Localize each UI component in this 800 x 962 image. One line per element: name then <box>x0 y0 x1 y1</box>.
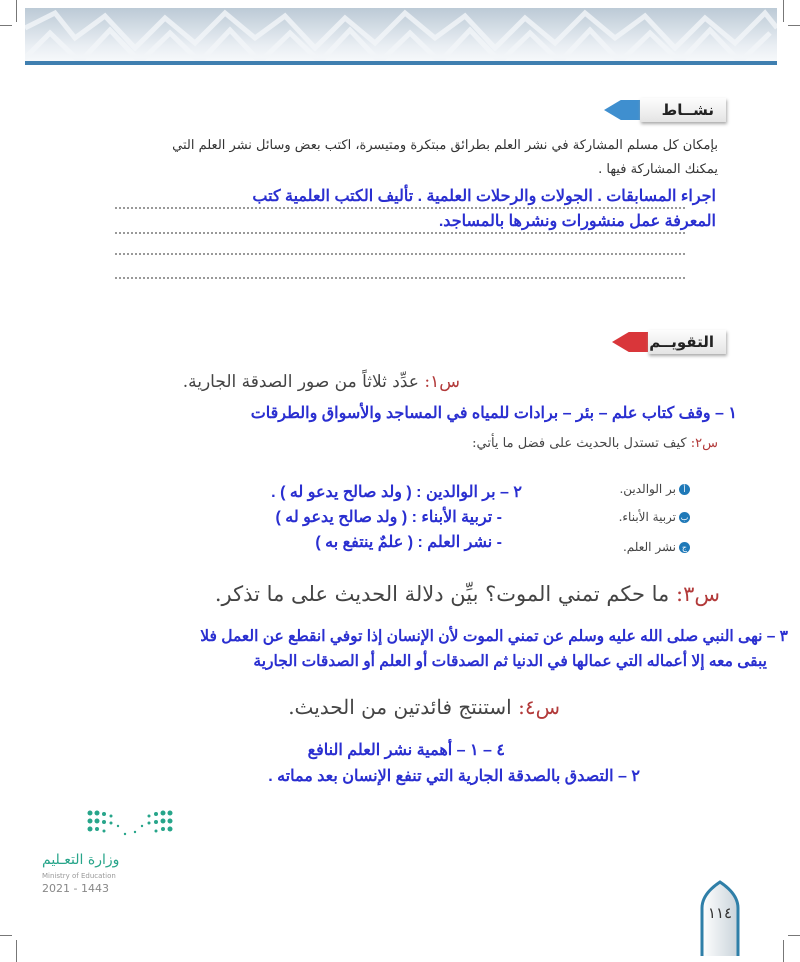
header-rule <box>25 61 777 65</box>
question-text: عدِّد ثلاثاً من صور الصدقة الجارية. <box>182 372 419 392</box>
bullet-icon: ج <box>679 542 690 553</box>
answer-dotted-line <box>115 232 685 234</box>
crop-mark <box>788 935 800 936</box>
crop-mark <box>788 25 800 26</box>
crop-mark <box>16 940 17 962</box>
answer-1: ١ – وقف كتاب علم – بئر – برادات للمياه في المساجد والأسواق والطرقات <box>250 405 737 422</box>
crop-mark <box>783 0 784 22</box>
item-label: نشر العلم. <box>622 540 676 554</box>
q2-item <box>619 482 690 496</box>
crop-mark <box>0 935 12 936</box>
q2-answer: - تربية الأبناء : ( ولد صالح يدعو له ) <box>275 509 502 526</box>
activity-prompt: يمكنك المشاركة فيها . <box>598 162 718 177</box>
activity-answer: المعرفة عمل منشورات ونشرها بالمساجد. <box>435 211 716 231</box>
q2-item <box>619 510 690 524</box>
activity-prompt: بإمكان كل مسلم المشاركة في نشر العلم بطرائق مبتكرة ومتيسرة، اكتب بعض وسائل نشر العلم التي <box>172 138 718 153</box>
activity-answer: اجراء المسابقات . الجولات والرحلات العلمية . تأليف الكتب العلمية كتب <box>248 186 716 206</box>
edition-year: 2021 - 1443 <box>42 882 109 895</box>
question-2 <box>472 436 718 451</box>
answer-4: ٤ – ١ – أهمية نشر العلم النافع <box>307 742 505 759</box>
crop-mark <box>16 0 17 22</box>
q2-item <box>623 540 690 554</box>
question-4 <box>288 695 560 719</box>
q2-answer: - نشر العلم : ( علمٌ ينتفع به ) <box>315 534 502 551</box>
ministry-name-ar: وزارة التعـليم <box>42 852 120 868</box>
crop-mark <box>783 940 784 962</box>
page-number: ١١٤ <box>707 904 733 922</box>
q2-answer: ٢ – بر الوالدين : ( ولد صالح يدعو له ) . <box>271 484 522 501</box>
answer-4: ٢ – التصدق بالصدقة الجارية التي تنفع الإنسان بعد مماته . <box>268 768 640 785</box>
ministry-logo-icon <box>85 808 185 848</box>
ministry-name-en: Ministry of Education <box>42 872 116 880</box>
activity-heading: نشــاط <box>640 98 726 122</box>
question-number: س٢: <box>690 436 718 451</box>
question-number: س١: <box>424 372 460 392</box>
answer-3: ٣ – نهى النبي صلى الله عليه وسلم عن تمني الموت لأن الإنسان إذا توفي انقطع عن العمل فلا <box>200 628 788 645</box>
question-text: استنتج فائدتين من الحديث. <box>288 695 512 719</box>
question-1 <box>183 372 460 392</box>
item-label: بر الوالدين. <box>619 482 676 496</box>
answer-3: يبقى معه إلا أعماله التي عمالها في الدنيا ثم الصدقات أو العلم أو الصدقات الجارية <box>253 653 767 670</box>
header-pattern-band <box>25 8 777 62</box>
answer-dotted-line <box>115 253 685 255</box>
arabesque-pattern <box>25 8 777 62</box>
answer-dotted-line <box>115 207 685 209</box>
crop-mark <box>0 25 12 26</box>
bullet-icon: أ <box>679 484 690 495</box>
bullet-icon: ب <box>680 513 689 522</box>
item-label: تربية الأبناء. <box>618 510 676 524</box>
answer-dotted-line <box>115 277 685 279</box>
question-text: كيف تستدل بالحديث على فضل ما يأتي: <box>472 436 687 451</box>
question-number: س٣: <box>676 582 720 606</box>
question-number: س٤: <box>518 695 560 719</box>
question-text: ما حكم تمني الموت؟ بيِّن دلالة الحديث على ما تذكر. <box>214 582 670 606</box>
question-3 <box>215 582 720 606</box>
evaluation-heading: التقويــم <box>648 330 726 354</box>
